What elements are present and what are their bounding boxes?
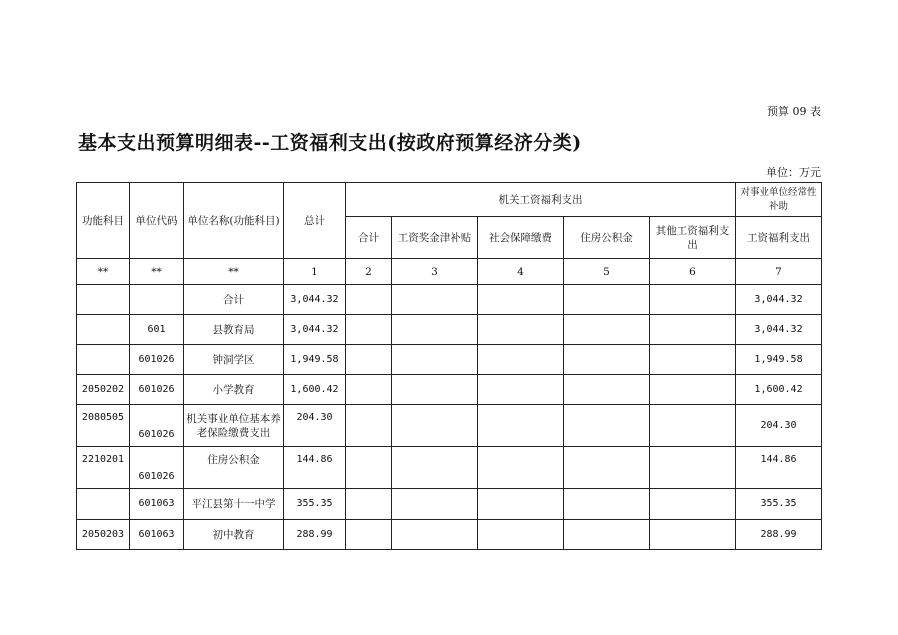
empty-cell [478,447,564,489]
empty-cell [392,375,478,405]
empty-cell [346,405,392,447]
header-sub-total: 合计 [346,217,392,259]
unit-code-cell: 601026 [130,405,184,447]
unit-name-cell: 钟洞学区 [184,345,284,375]
header-other: 其他工资福利支出 [650,217,736,259]
form-number: 预算 09 表 [767,105,821,118]
page-title: 基本支出预算明细表--工资福利支出(按政府预算经济分类) [78,132,582,154]
index-cell: ** [184,259,284,285]
index-cell: 2 [346,259,392,285]
empty-cell [346,489,392,520]
inst-salary-cell: 1,949.58 [736,345,822,375]
empty-cell [392,315,478,345]
total-cell: 1,600.42 [284,375,346,405]
empty-cell [392,405,478,447]
header-inst-salary: 工资福利支出 [736,217,822,259]
total-cell: 288.99 [284,520,346,550]
inst-salary-cell: 204.30 [736,405,822,447]
table-row [77,447,822,489]
empty-cell [346,447,392,489]
empty-cell [392,489,478,520]
index-cell: 4 [478,259,564,285]
header-salary: 工资奖金津补贴 [392,217,478,259]
unit-code-cell: 601063 [130,489,184,520]
inst-salary-cell: 1,600.42 [736,375,822,405]
index-cell: 1 [284,259,346,285]
empty-cell [346,345,392,375]
func-code-cell: 2080505 [77,405,130,447]
empty-cell [564,315,650,345]
table-row [77,520,822,550]
func-code-cell: 2210201 [77,447,130,489]
empty-cell [650,520,736,550]
empty-cell [478,489,564,520]
func-code-cell [77,345,130,375]
empty-cell [564,447,650,489]
header-unit-code: 单位代码 [130,183,184,259]
empty-cell [650,489,736,520]
func-code-cell [77,489,130,520]
index-cell: 6 [650,259,736,285]
inst-salary-cell: 144.86 [736,447,822,489]
header-social: 社会保障缴费 [478,217,564,259]
unit-code-cell [130,285,184,315]
total-cell: 204.30 [284,405,346,447]
empty-cell [564,345,650,375]
empty-cell [564,405,650,447]
table-row [77,285,822,315]
empty-cell [478,285,564,315]
unit-code-cell: 601026 [130,375,184,405]
unit-name-cell: 机关事业单位基本养老保险缴费支出 [184,405,284,447]
empty-cell [650,375,736,405]
unit-code-cell: 601026 [130,447,184,489]
index-cell: ** [130,259,184,285]
unit-name-cell: 小学教育 [184,375,284,405]
total-cell: 144.86 [284,447,346,489]
index-cell: ** [77,259,130,285]
header-unit-name: 单位名称(功能科目) [184,183,284,259]
empty-cell [564,520,650,550]
empty-cell [478,315,564,345]
budget-table [76,182,822,550]
table-row [77,315,822,345]
empty-cell [478,405,564,447]
empty-cell [650,345,736,375]
unit-name-cell: 初中教育 [184,520,284,550]
empty-cell [478,520,564,550]
func-code-cell [77,315,130,345]
unit-name-cell: 平江县第十一中学 [184,489,284,520]
header-group-gov: 机关工资福利支出 [346,183,736,217]
index-cell: 5 [564,259,650,285]
index-cell: 3 [392,259,478,285]
empty-cell [564,489,650,520]
total-cell: 3,044.32 [284,285,346,315]
empty-cell [346,375,392,405]
header-func-code: 功能科目 [77,183,130,259]
header-total: 总计 [284,183,346,259]
empty-cell [478,345,564,375]
unit-name-cell: 住房公积金 [184,447,284,489]
inst-salary-cell: 3,044.32 [736,285,822,315]
unit-name-cell: 县教育局 [184,315,284,345]
empty-cell [392,520,478,550]
unit-code-cell: 601 [130,315,184,345]
inst-salary-cell: 355.35 [736,489,822,520]
empty-cell [392,447,478,489]
total-cell: 1,949.58 [284,345,346,375]
unit-label: 单位：万元 [766,166,821,179]
empty-cell [478,375,564,405]
inst-salary-cell: 288.99 [736,520,822,550]
index-cell: 7 [736,259,822,285]
inst-salary-cell: 3,044.32 [736,315,822,345]
unit-code-cell: 601026 [130,345,184,375]
header-group-inst: 对事业单位经常性补助 [736,183,822,217]
empty-cell [346,520,392,550]
total-cell: 3,044.32 [284,315,346,345]
empty-cell [392,345,478,375]
empty-cell [650,285,736,315]
empty-cell [564,375,650,405]
unit-code-cell: 601063 [130,520,184,550]
empty-cell [346,285,392,315]
empty-cell [650,405,736,447]
func-code-cell: 2050203 [77,520,130,550]
empty-cell [392,285,478,315]
total-cell: 355.35 [284,489,346,520]
empty-cell [650,315,736,345]
table-row [77,489,822,520]
empty-cell [650,447,736,489]
func-code-cell: 2050202 [77,375,130,405]
table-row [77,405,822,447]
header-housing: 住房公积金 [564,217,650,259]
table-row [77,345,822,375]
func-code-cell [77,285,130,315]
empty-cell [346,315,392,345]
table-row [77,375,822,405]
index-row [77,259,822,285]
empty-cell [564,285,650,315]
unit-name-cell: 合计 [184,285,284,315]
